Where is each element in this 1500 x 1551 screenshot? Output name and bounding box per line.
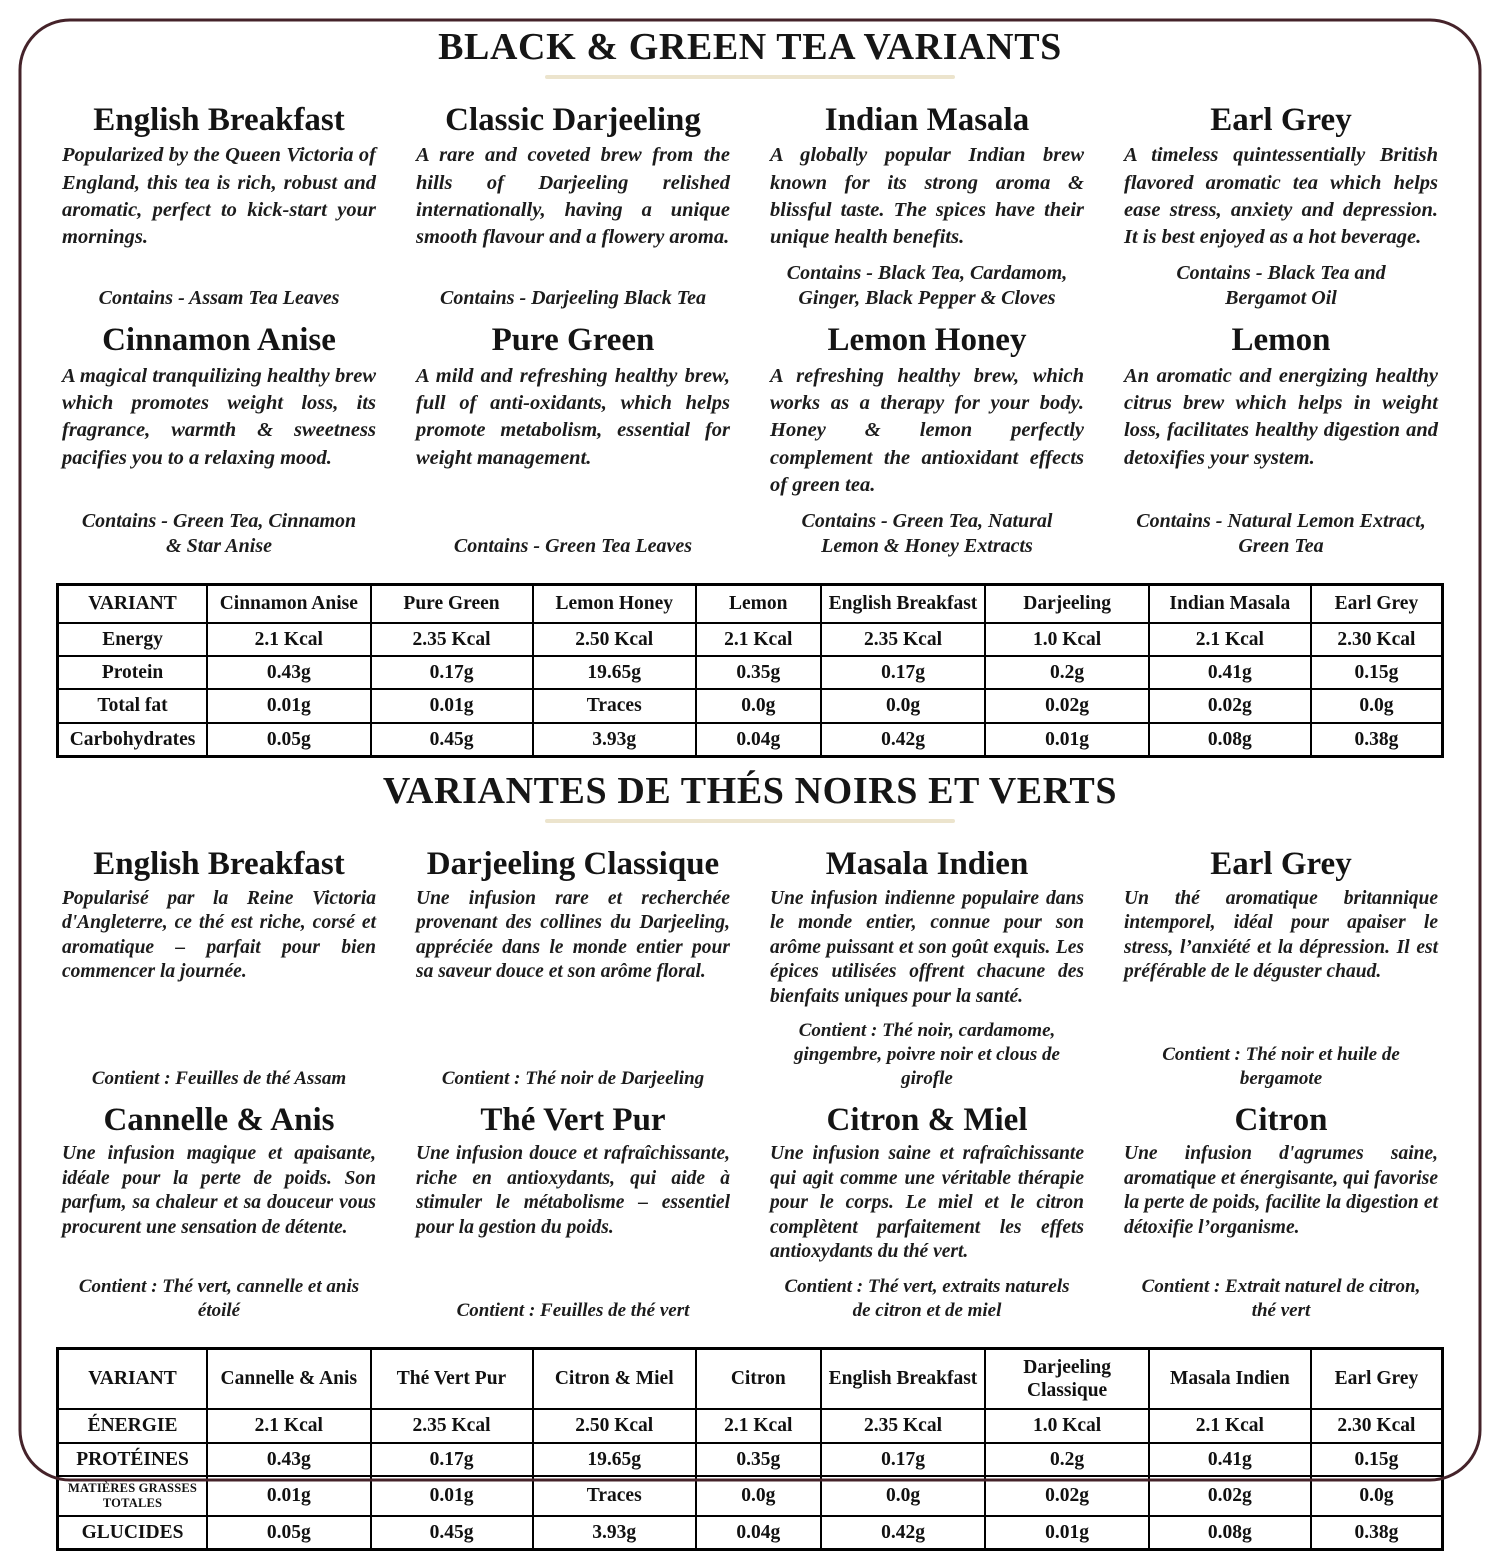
table-row [58,723,1443,757]
variant-card [764,95,1090,316]
variant-name: Citron & Miel [826,1101,1028,1138]
variant-description: Une infusion d'agrumes saine, aromatique et énergisante, qui favorise la perte de poids, facilite la digestion et détoxifie l’organisme. [1124,1143,1438,1238]
table-body [58,623,1443,757]
table-header [58,585,1443,623]
column-header: Earl Grey [1311,585,1443,623]
variant-card [56,315,382,563]
variant-description: Une infusion saine et rafraîchissante qui agit comme une véritable thérapie pour le corps. Le miel et le citron complètent parfaitement les effets antioxydants du thé vert. [770,1143,1084,1263]
variant-contains: Contient : Thé vert, cannelle et anis étoilé [78,1276,360,1321]
nutrition-value: 0.15g [1311,1443,1443,1476]
table-row [58,1409,1443,1442]
nutrition-value: 2.35 Kcal [371,1409,533,1442]
nutrition-value: 0.08g [1149,1516,1311,1550]
column-header: Darjeeling [985,585,1148,623]
column-header: Lemon [696,585,821,623]
variant-name: Lemon [1231,322,1331,359]
nutrition-value: 2.35 Kcal [371,623,533,656]
nutrition-value: 0.01g [985,1516,1148,1550]
column-header: Indian Masala [1149,585,1311,623]
nutrition-value: 19.65g [533,1443,696,1476]
nutrition-value: 0.35g [696,656,821,689]
nutrition-value: 0.15g [1311,656,1443,689]
nutrition-value: 0.45g [371,723,533,757]
column-header: Cinnamon Anise [207,585,370,623]
nutrition-value: 2.1 Kcal [1149,623,1311,656]
nutrition-value: 0.43g [207,1443,370,1476]
variant-contains: Contient : Thé noir, cardamome, gingembre, poivre noir et clous de girofle [794,1020,1060,1089]
nutrition-value: Traces [533,689,696,722]
nutrition-value: 0.42g [821,723,986,757]
nutrition-value: 0.01g [371,689,533,722]
variant-card [1118,95,1444,316]
nutrition-value: 0.17g [821,1443,986,1476]
table-row [58,1516,1443,1550]
variant-description: Une infusion douce et rafraîchissante, riche en antioxydants, qui aide à stimuler le métabolisme – essentiel pour la gestion du poids. [416,1143,730,1238]
variant-name: Masala Indien [825,845,1029,882]
nutrition-value: 2.1 Kcal [696,1409,821,1442]
variant-description: A mild and refreshing healthy brew, full of anti-oxidants, which helps promote metabolism, essential for weight management. [416,364,730,469]
nutrition-value: 0.01g [207,1476,370,1516]
nutrition-value: 2.50 Kcal [533,623,696,656]
nutrition-value: 0.38g [1311,723,1443,757]
variant-contains: Contains - Green Tea Leaves [453,535,693,558]
variant-description: Une infusion indienne populaire dans le monde entier, connue pour son arôme puissant et son goût exquis. Les épices utilisées offrent chacune des bienfaits uniques pour la santé. [770,887,1084,1007]
nutrition-value: 0.01g [207,689,370,722]
nutrition-value: 0.01g [371,1476,533,1516]
variant-cards-en [56,95,1444,564]
column-header: English Breakfast [821,585,986,623]
nutrition-value: 0.08g [1149,723,1311,757]
variant-card [1118,1095,1444,1327]
variant-description: A timeless quintessentially British flavored aromatic tea which helps ease stress, anxiety and depression. It is best enjoyed as a hot beverage. [1124,144,1438,249]
nutrition-value: Traces [533,1476,696,1516]
nutrition-value: 0.2g [985,1443,1148,1476]
nutrition-value: 0.2g [985,656,1148,689]
variant-card [56,1095,382,1327]
variant-card [56,839,382,1095]
nutrition-value: 0.17g [371,1443,533,1476]
variant-description: Un thé aromatique britannique intemporel, idéal pour apaiser le stress, l’anxiété et la dépression. Il est préférable de le déguster chaud. [1124,887,1438,983]
variant-name: Citron [1234,1101,1328,1138]
nutrition-value: 0.43g [207,656,370,689]
variant-description: Une infusion magique et apaisante, idéale pour la perte de poids. Son parfum, sa chaleur et sa douceur vous procurent une sensation de détente. [62,1143,376,1238]
nutrition-table-fr [56,1347,1444,1551]
nutrition-value: 0.41g [1149,1443,1311,1476]
nutrition-value: 0.17g [821,656,986,689]
variant-name: Thé Vert Pur [480,1101,666,1138]
nutrition-value: 2.30 Kcal [1311,623,1443,656]
table-row [58,689,1443,722]
variant-description: Une infusion rare et recherchée provenant des collines du Darjeeling, appréciée dans le monde entier pour sa saveur douce et son arôme floral. [416,887,730,983]
nutrition-value: 2.1 Kcal [207,623,370,656]
section-french [56,770,1444,1551]
column-header: Lemon Honey [533,585,696,623]
nutrition-table-en [56,583,1444,758]
column-header: English Breakfast [821,1348,986,1409]
column-header: Earl Grey [1311,1348,1443,1409]
table-row [58,656,1443,689]
nutrition-value: 2.35 Kcal [821,1409,986,1442]
column-header: Cannelle & Anis [207,1348,370,1409]
variant-contains: Contient : Thé noir et huile de bergamote [1162,1044,1400,1089]
variant-contains: Contient : Thé vert, extraits naturels de citron et de miel [784,1276,1070,1321]
nutrition-value: 3.93g [533,1516,696,1550]
table-row [58,1443,1443,1476]
nutrition-value: 0.02g [985,1476,1148,1516]
variant-contains: Contains - Darjeeling Black Tea [440,287,706,310]
row-label: MATIÈRES GRASSES TOTALES [58,1476,208,1516]
row-label: ÉNERGIE [58,1409,208,1442]
variant-name: Classic Darjeeling [445,101,701,138]
variant-name: Earl Grey [1210,845,1352,882]
row-label: Energy [58,623,208,656]
nutrition-value: 1.0 Kcal [985,623,1148,656]
nutrition-value: 0.05g [207,1516,370,1550]
nutrition-value: 0.45g [371,1516,533,1550]
nutrition-value: 0.01g [985,723,1148,757]
variant-name: Indian Masala [824,101,1030,138]
variant-contains: Contient : Extrait naturel de citron, thé vert [1141,1276,1421,1321]
variant-card [1118,315,1444,563]
variant-name: Darjeeling Classique [426,845,720,882]
column-header: VARIANT [58,1348,208,1409]
row-label: Total fat [58,689,208,722]
nutrition-value: 1.0 Kcal [985,1409,1148,1442]
section-english [56,26,1444,758]
nutrition-value: 0.42g [821,1516,986,1550]
variant-description: A refreshing healthy brew, which works as a therapy for your body. Honey & lemon perfectly complement the antioxidant effects of green tea. [770,364,1084,496]
variant-name: English Breakfast [93,845,345,882]
row-label: Protein [58,656,208,689]
table-body [58,1409,1443,1550]
nutrition-value: 0.05g [207,723,370,757]
variant-name: Earl Grey [1210,101,1352,138]
variant-card [56,95,382,316]
section-title-en: BLACK & GREEN TEA VARIANTS [438,26,1062,68]
variant-contains: Contient : Feuilles de thé Assam [91,1067,347,1089]
nutrition-value: 0.0g [696,689,821,722]
variant-contains: Contains - Green Tea, Cinnamon & Star Anise [81,510,357,558]
title-underline-fr [545,819,955,823]
nutrition-value: 0.0g [1311,1476,1443,1516]
variant-card [410,315,736,563]
nutrition-value: 0.02g [1149,689,1311,722]
nutrition-value: 0.04g [696,723,821,757]
nutrition-value: 0.38g [1311,1516,1443,1550]
table-header-row [58,585,1443,623]
variant-description: An aromatic and energizing healthy citrus brew which helps in weight loss, facilitates healthy digestion and detoxifies your system. [1124,364,1438,469]
table-row [58,623,1443,656]
variant-card [410,95,736,316]
nutrition-value: 19.65g [533,656,696,689]
variant-name: Cannelle & Anis [103,1101,335,1138]
variant-card [410,1095,736,1327]
variant-contains: Contient : Thé noir de Darjeeling [441,1067,705,1089]
row-label: PROTÉINES [58,1443,208,1476]
row-label: GLUCIDES [58,1516,208,1550]
nutrition-value: 3.93g [533,723,696,757]
nutrition-value: 2.50 Kcal [533,1409,696,1442]
nutrition-value: 0.0g [821,1476,986,1516]
variant-description: A globally popular Indian brew known for its strong aroma & blissful taste. The spices have their unique health benefits. [770,144,1084,249]
column-header: VARIANT [58,585,208,623]
table-row [58,1476,1443,1516]
variant-contains: Contains - Natural Lemon Extract, Green Tea [1136,510,1426,558]
variant-card [1118,839,1444,1095]
table-header-row [58,1348,1443,1409]
variant-contains: Contains - Black Tea, Cardamom, Ginger, Black Pepper & Cloves [786,262,1068,310]
variant-card [764,1095,1090,1327]
nutrition-value: 0.0g [1311,689,1443,722]
variant-cards-fr [56,839,1444,1327]
nutrition-value: 0.02g [1149,1476,1311,1516]
nutrition-value: 2.1 Kcal [1149,1409,1311,1442]
variant-description: A rare and coveted brew from the hills of Darjeeling relished internationally, having a unique smooth flavour and a flowery aroma. [416,144,730,249]
nutrition-value: 0.02g [985,689,1148,722]
nutrition-value: 2.1 Kcal [207,1409,370,1442]
table-header [58,1348,1443,1409]
nutrition-value: 0.0g [821,689,986,722]
column-header: Thé Vert Pur [371,1348,533,1409]
nutrition-value: 0.41g [1149,656,1311,689]
nutrition-value: 0.17g [371,656,533,689]
section-title-fr: VARIANTES DE THÉS NOIRS ET VERTS [382,770,1118,813]
row-label: Carbohydrates [58,723,208,757]
variant-card [764,839,1090,1095]
variant-card [764,315,1090,563]
variant-contains: Contient : Feuilles de thé vert [456,1299,690,1321]
nutrition-value: 2.1 Kcal [696,623,821,656]
column-header: Citron & Miel [533,1348,696,1409]
nutrition-value: 2.30 Kcal [1311,1409,1443,1442]
variant-contains: Contains - Green Tea, Natural Lemon & Honey Extracts [801,510,1053,558]
variant-card [410,839,736,1095]
variant-name: Lemon Honey [827,322,1027,359]
title-underline-en [545,75,955,79]
nutrition-value: 2.35 Kcal [821,623,986,656]
variant-description: A magical tranquilizing healthy brew which promotes weight loss, its fragrance, warmth & sweetness pacifies you to a relaxing mood. [62,364,376,469]
variant-contains: Contains - Black Tea and Bergamot Oil [1176,262,1386,310]
variant-name: Cinnamon Anise [102,322,336,359]
variant-description: Popularized by the Queen Victoria of England, this tea is rich, robust and aromatic, perfect to kick-start your mornings. [62,144,376,249]
variant-name: Pure Green [491,322,655,359]
variant-contains: Contains - Assam Tea Leaves [98,287,340,310]
variant-name: English Breakfast [93,101,345,138]
nutrition-value: 0.04g [696,1516,821,1550]
column-header: Masala Indien [1149,1348,1311,1409]
column-header: Pure Green [371,585,533,623]
column-header: Citron [696,1348,821,1409]
nutrition-value: 0.35g [696,1443,821,1476]
column-header: Darjeeling Classique [985,1348,1148,1409]
nutrition-value: 0.0g [696,1476,821,1516]
variant-description: Popularisé par la Reine Victoria d'Angleterre, ce thé est riche, corsé et aromatique – parfait pour bien commencer la journée. [62,887,376,983]
